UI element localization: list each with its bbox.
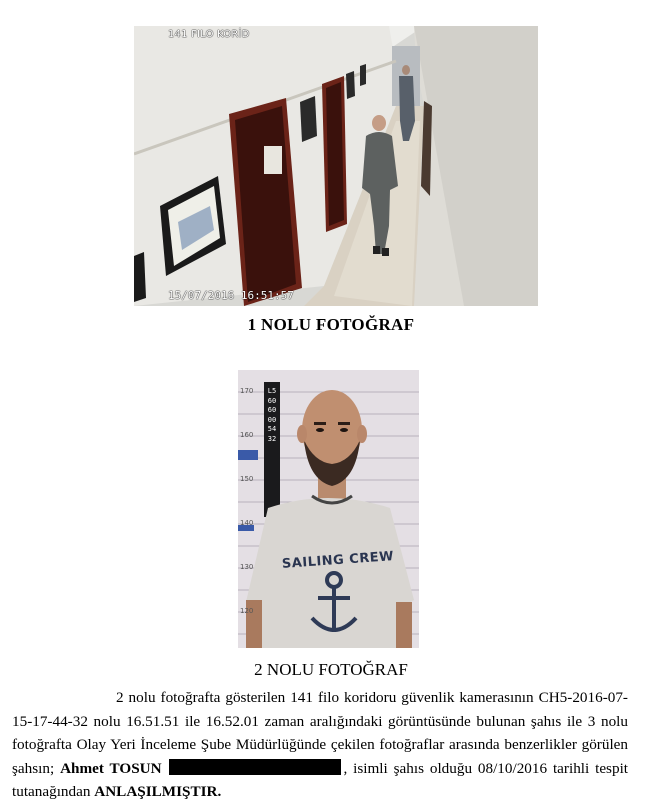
- redaction-bar: [169, 759, 341, 775]
- report-paragraph: [12, 686, 628, 804]
- camera-label: 141 FILO KORİD: [168, 29, 250, 40]
- camera-timestamp: 15/07/2016 16:51:57: [168, 289, 294, 302]
- scale-mark: 160: [240, 431, 254, 439]
- scale-mark: 140: [240, 519, 254, 527]
- photo2-caption: 2 NOLU FOTOĞRAF: [254, 660, 408, 679]
- suspect-name: Ahmet TOSUN: [60, 759, 162, 777]
- conclusion-word: ANLAŞILMIŞTIR.: [94, 783, 222, 800]
- scale-mark: 150: [240, 475, 254, 483]
- shirt-print: SAILING CREW: [281, 549, 395, 572]
- cctv-photo: [134, 26, 538, 306]
- id-board-number: L56060005432: [267, 387, 277, 443]
- mugshot-photo: [238, 370, 419, 648]
- paragraph-text-cont: , isimli şahıs olduğu 08/10/2016 tarihli tespit tutanağından: [12, 759, 629, 800]
- scale-mark: 120: [240, 607, 254, 615]
- photo1-caption: 1 NOLU FOTOĞRAF: [247, 315, 415, 334]
- paragraph-text: 2 nolu fotoğrafta gösterilen 141 filo koridoru güvenlik kamerasının CH5-2016-07-15-17-44-32 nolu 16.51.51 ile 16.52.01 zaman aralığındaki görüntüsünde bulunan şahıs ile 3 nolu fotoğrafta Olay Yeri İnceleme Şube Müdürlüğünde çekilen fotoğraflar arasında benzerlikler görülen şahsın;: [12, 689, 628, 777]
- corridor-image: [134, 26, 538, 306]
- scale-mark: 170: [240, 387, 254, 395]
- scale-mark: 130: [240, 563, 254, 571]
- mugshot-image: [238, 370, 419, 648]
